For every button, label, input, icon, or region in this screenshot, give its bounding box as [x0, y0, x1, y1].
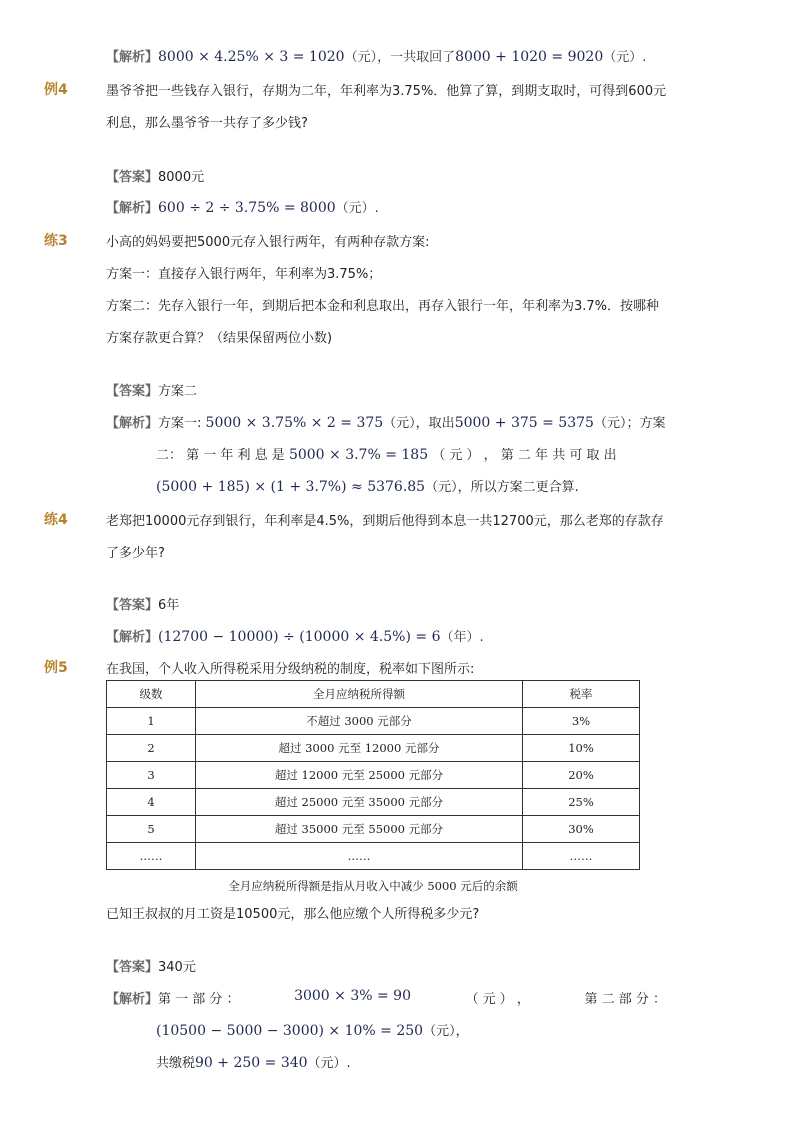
math-expr: 5000 + 375 = 5375 — [454, 415, 594, 431]
table-cell: 30% — [523, 816, 640, 843]
text-run: （元），所以方案二更合算. — [425, 480, 579, 495]
math-expr: 5000 × 3.75% × 2 = 375 — [205, 415, 384, 431]
analysis-line — [106, 988, 666, 1007]
unit-text: （年）. — [440, 630, 484, 645]
table-header-row — [107, 681, 640, 708]
answer-label: 【答案】 — [106, 384, 159, 399]
example-tag: 例4 — [44, 82, 68, 98]
text-run: （ 元 ） ， 第 二 年 共 可 取 出 — [432, 448, 617, 463]
table-row — [107, 735, 640, 762]
analysis-label: 【解析】 — [106, 992, 159, 1007]
tax-rate-table — [106, 680, 640, 870]
table-header-cell: 全月应纳税所得额 — [196, 681, 523, 708]
unit-text: （元）. — [603, 50, 647, 65]
math-expr: 8000 × 4.25% × 3 = 1020 — [158, 49, 345, 65]
math-expr: (5000 + 185) × (1 + 3.7%) ≈ 5376.85 — [156, 479, 426, 495]
practice-tag: 练4 — [44, 512, 68, 528]
math-expr: 8000 + 1020 = 9020 — [455, 49, 604, 65]
question-line: 在我国，个人收入所得税采用分级纳税的制度，税率如下图所示: — [106, 662, 475, 677]
table-cell: …… — [523, 843, 640, 870]
table-cell: 4 — [107, 789, 196, 816]
math-expr: (10500 − 5000 − 3000) × 10% = 250 — [156, 1023, 424, 1039]
table-row — [107, 816, 640, 843]
math-expr: 600 ÷ 2 ÷ 3.75% = 8000 — [158, 200, 336, 216]
text-run: 方案一: — [158, 416, 202, 431]
question-line: 了多少年? — [106, 546, 165, 561]
math-expr: 3000 × 3% = 90 — [294, 988, 411, 1004]
analysis-line — [106, 626, 484, 645]
table-cell: 超过 25000 元至 35000 元部分 — [196, 789, 523, 816]
question-line: 利息，那么墨爷爷一共存了多少钱? — [106, 116, 308, 131]
answer-label: 【答案】 — [106, 960, 159, 975]
question-line: 方案二：先存入银行一年，到期后把本金和利息取出，再存入银行一年，年利率为3.7%．按哪种 — [106, 299, 660, 314]
text-run: 第 二 部 分 ： — [584, 992, 666, 1007]
table-cell: 10% — [523, 735, 640, 762]
question-line: 方案一：直接存入银行两年，年利率为3.75%； — [106, 267, 382, 282]
math-expr: (12700 − 10000) ÷ (10000 × 4.5%) = 6 — [158, 629, 441, 645]
unit-text: （元），一共取回了 — [344, 50, 456, 65]
analysis-label: 【解析】 — [106, 630, 159, 645]
table-cell: 3% — [523, 708, 640, 735]
text-run: （元），取出 — [383, 416, 455, 431]
table-cell: 超过 3000 元至 12000 元部分 — [196, 735, 523, 762]
table-cell: 3 — [107, 762, 196, 789]
practice-tag: 练3 — [44, 233, 68, 249]
analysis-label: 【解析】 — [106, 416, 159, 431]
text-run: 第 一 部 分 ： — [158, 992, 240, 1007]
table-row — [107, 762, 640, 789]
analysis-label: 【解析】 — [106, 201, 159, 216]
text-run: （元）. — [307, 1056, 351, 1071]
question-line: 小高的妈妈要把5000元存入银行两年，有两种存款方案: — [106, 235, 430, 250]
unit-text: （元）. — [335, 201, 379, 216]
answer-value: 方案二 — [158, 384, 198, 399]
answer-value: 8000元 — [158, 170, 205, 185]
answer-value: 6年 — [158, 598, 180, 613]
answer-line — [106, 956, 196, 975]
table-caption: 全月应纳税所得额是指从月收入中减少 5000 元后的余额 — [228, 879, 518, 893]
question-line: 老郑把10000元存到银行，年利率是4.5%，到期后他得到本息一共12700元，那么老郑的存款存 — [106, 514, 664, 529]
question-line: 方案存款更合算？（结果保留两位小数) — [106, 331, 333, 346]
analysis-line — [106, 197, 379, 216]
table-cell: …… — [107, 843, 196, 870]
example-tag: 例5 — [44, 660, 68, 676]
math-expr: 90 + 250 = 340 — [195, 1055, 308, 1071]
table-row — [107, 789, 640, 816]
math-expr: 5000 × 3.7% = 185 — [288, 447, 429, 463]
table-cell: …… — [196, 843, 523, 870]
table-cell: 不超过 3000 元部分 — [196, 708, 523, 735]
analysis-line — [156, 476, 579, 495]
table-row — [107, 708, 640, 735]
text-run: （元）， — [423, 1024, 469, 1039]
text-run: 二： 第 一 年 利 息 是 — [156, 448, 285, 463]
analysis-line — [156, 1020, 469, 1039]
table-cell: 5 — [107, 816, 196, 843]
answer-label: 【答案】 — [106, 170, 159, 185]
table-cell: 1 — [107, 708, 196, 735]
table-cell: 超过 35000 元至 55000 元部分 — [196, 816, 523, 843]
question-line: 已知王叔叔的月工资是10500元，那么他应缴个人所得税多少元? — [106, 907, 480, 922]
table-row — [107, 843, 640, 870]
table-cell: 25% — [523, 789, 640, 816]
table-header-cell: 税率 — [523, 681, 640, 708]
answer-label: 【答案】 — [106, 598, 159, 613]
analysis-line — [156, 444, 617, 463]
text-group — [106, 988, 240, 1007]
question-line: 墨爷爷把一些钱存入银行，存期为二年，年利率为3.75%．他算了算，到期支取时，可得到600元 — [106, 84, 667, 99]
analysis-line — [156, 1052, 351, 1071]
analysis-line-prev — [106, 46, 646, 65]
text-run: （ 元 ） ， — [465, 992, 530, 1007]
analysis-label: 【解析】 — [106, 50, 159, 65]
table-cell: 20% — [523, 762, 640, 789]
table-header-cell: 级数 — [107, 681, 196, 708]
answer-line — [106, 594, 179, 613]
answer-value: 340元 — [158, 960, 196, 975]
answer-line — [106, 166, 204, 185]
table-cell: 2 — [107, 735, 196, 762]
text-run: 共缴税 — [156, 1056, 196, 1071]
table-cell: 超过 12000 元至 25000 元部分 — [196, 762, 523, 789]
analysis-line — [106, 412, 665, 431]
text-run: （元）；方案 — [593, 416, 666, 431]
answer-line — [106, 380, 197, 399]
